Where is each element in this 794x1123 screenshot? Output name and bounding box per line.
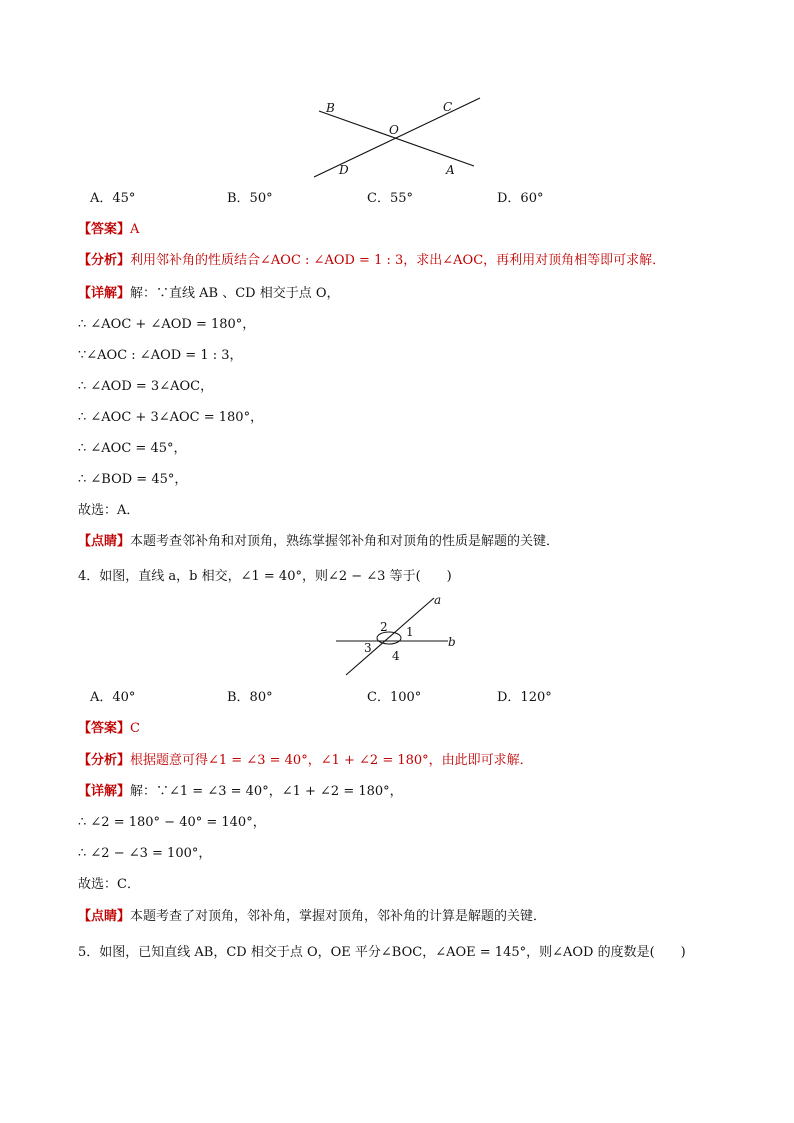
q4-option-d: D．120° — [497, 690, 552, 705]
q3-detail-line-2: ∵∠AOC : ∠AOD = 1 : 3， — [78, 348, 243, 363]
figure-intersecting-lines-aob-cod — [300, 92, 500, 182]
q3-detail-line-3: ∴ ∠AOD = 3∠AOC， — [78, 379, 214, 394]
detail-text: 解：∵∠1 = ∠3 = 40°，∠1 + ∠2 = 180°， — [130, 784, 403, 799]
analysis-text: 根据题意可得∠1 = ∠3 = 40°，∠1 + ∠2 = 180°，由此即可求解． — [130, 753, 533, 768]
q3-answer — [78, 218, 139, 237]
q3-detail-line-6: ∴ ∠BOD = 45°， — [78, 472, 188, 487]
label-d: D — [339, 163, 349, 177]
q5-stem: 5．如图，已知直线 AB，CD 相交于点 O，OE 平分∠BOC，∠AOE = 145°，则∠AOD 的度数是( ) — [78, 945, 686, 960]
q3-detail-line-4: ∴ ∠AOC + 3∠AOC = 180°， — [78, 410, 264, 425]
q4-option-c: C．100° — [367, 690, 422, 705]
label-line-a: a — [434, 593, 442, 607]
comment-text: 本题考查邻补角和对顶角，熟练掌握邻补角和对顶角的性质是解题的关键． — [130, 534, 560, 549]
analysis-tag: 【分析】 — [78, 753, 131, 768]
q4-stem: 4．如图，直线 a，b 相交，∠1 = 40°，则∠2 − ∠3 等于( ) — [78, 569, 452, 584]
q3-analysis — [78, 249, 665, 268]
q3-detail-line-7: 故选：A． — [78, 503, 140, 518]
detail-tag: 【详解】 — [78, 286, 131, 301]
angle-label-3: 3 — [364, 641, 372, 655]
label-b: B — [326, 101, 335, 115]
q4-detail-line-1: ∴ ∠2 = 180° − 40° = 140°， — [78, 815, 266, 830]
comment-text: 本题考查了对顶角，邻补角，掌握对顶角，邻补角的计算是解题的关键． — [130, 909, 547, 924]
q3-detail-line-1: ∴ ∠AOC + ∠AOD = 180°， — [78, 317, 256, 332]
q3-option-b: B．50° — [227, 191, 273, 206]
detail-tag: 【详解】 — [78, 784, 131, 799]
answer-tag: 【答案】 — [78, 721, 131, 736]
angle-label-4: 4 — [392, 649, 400, 663]
q3-detail-line-0 — [78, 282, 340, 301]
answer-tag: 【答案】 — [78, 222, 131, 237]
answer-value: A — [130, 222, 140, 237]
analysis-tag: 【分析】 — [78, 253, 131, 268]
q4-option-a: A．40° — [90, 690, 136, 705]
q3-option-a: A．45° — [90, 191, 136, 206]
answer-value: C — [130, 721, 140, 736]
label-a: A — [446, 163, 455, 177]
q4-answer — [78, 717, 140, 736]
figure-lines-a-b-angles — [330, 590, 470, 680]
q3-option-c: C．55° — [367, 191, 413, 206]
q4-option-b: B．80° — [227, 690, 273, 705]
angle-label-2: 2 — [380, 620, 388, 634]
q4-analysis — [78, 749, 533, 768]
q3-option-d: D．60° — [497, 191, 544, 206]
q4-comment — [78, 905, 546, 924]
angle-label-1: 1 — [406, 625, 414, 639]
comment-tag: 【点睛】 — [78, 909, 131, 924]
label-line-b: b — [448, 635, 456, 649]
detail-text: 解：∵直线 AB 、CD 相交于点 O， — [130, 286, 340, 301]
q4-detail-line-0 — [78, 780, 403, 799]
label-c: C — [443, 100, 453, 114]
q4-detail-line-2: ∴ ∠2 − ∠3 = 100°， — [78, 846, 212, 861]
q3-detail-line-5: ∴ ∠AOC = 45°， — [78, 441, 187, 456]
q3-comment — [78, 530, 559, 549]
comment-tag: 【点睛】 — [78, 534, 131, 549]
q4-detail-line-3: 故选：C． — [78, 877, 140, 892]
label-o: O — [389, 123, 399, 137]
analysis-text: 利用邻补角的性质结合∠AOC : ∠AOD = 1 : 3，求出∠AOC，再利用对顶角相等即可求解． — [130, 253, 666, 268]
